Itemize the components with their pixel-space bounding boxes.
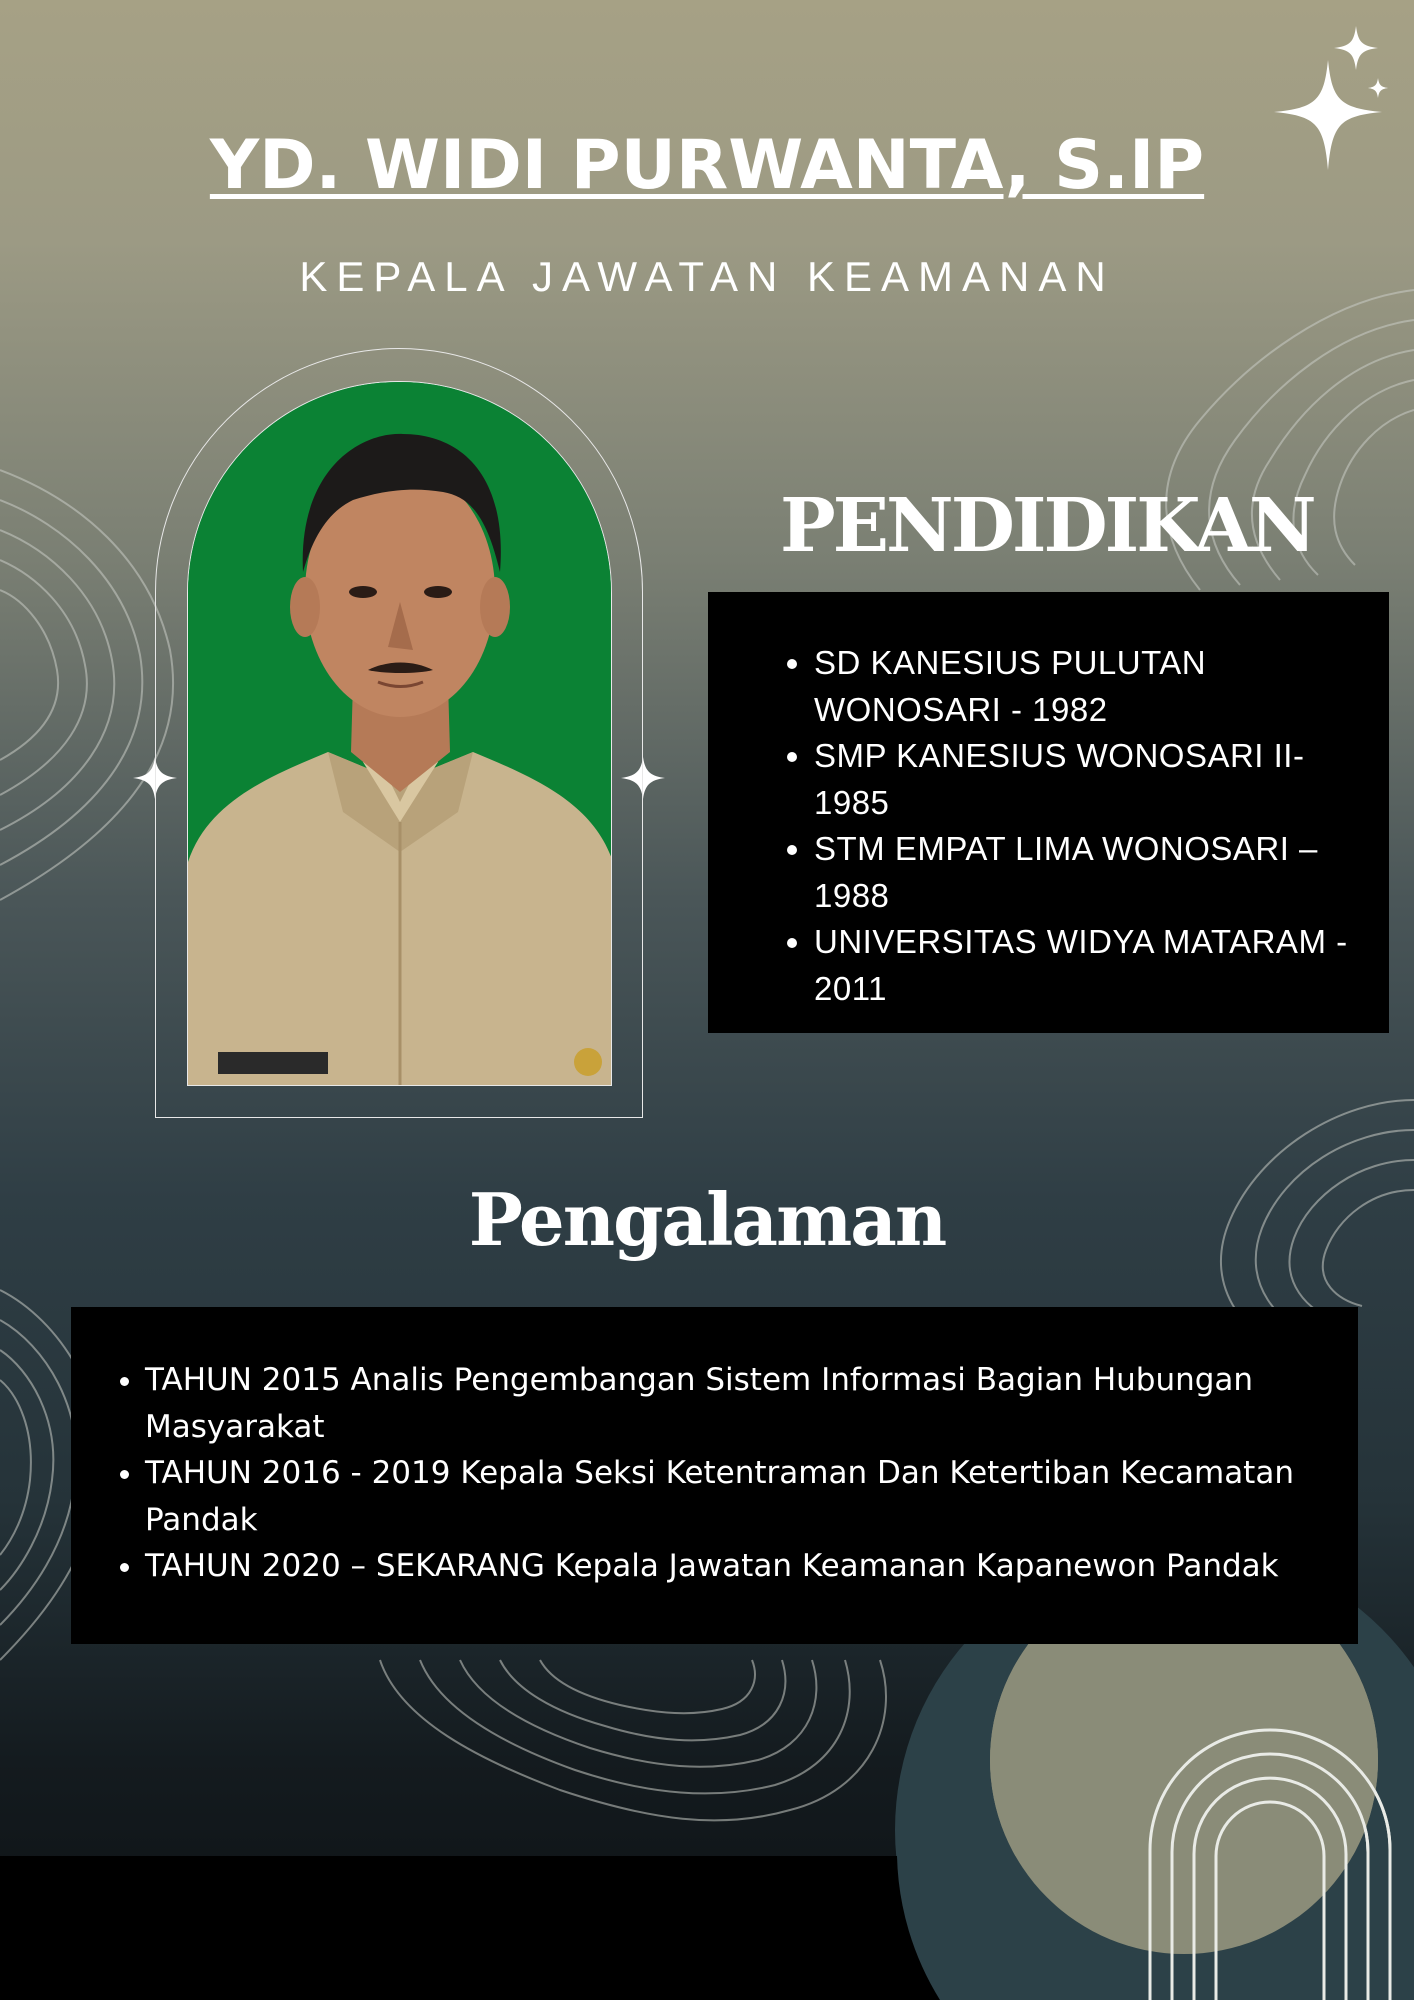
- experience-heading: Pengalaman: [468, 1177, 946, 1262]
- experience-item: • TAHUN 2015 Analis Pengembangan Sistem Informasi Bagian Hubungan Masyarakat: [145, 1357, 1338, 1450]
- portrait-icon: [188, 382, 612, 1086]
- experience-item: • TAHUN 2016 - 2019 Kepala Seksi Ketentraman Dan Ketertiban Kecamatan Pandak: [145, 1450, 1338, 1543]
- education-item: • SMP KANESIUS WONOSARI II-1985: [814, 733, 1359, 826]
- experience-list: [101, 1357, 1338, 1590]
- portrait-photo: [187, 381, 612, 1086]
- person-name: YD. WIDI PURWANTA, S.IP: [209, 126, 1205, 205]
- education-item: • STM EMPAT LIMA WONOSARI – 1988: [814, 826, 1359, 919]
- job-title: KEPALA JAWATAN KEAMANAN: [299, 253, 1115, 300]
- education-box: [708, 592, 1389, 1033]
- education-item: • SD KANESIUS PULUTAN WONOSARI - 1982: [814, 640, 1359, 733]
- experience-item: • TAHUN 2020 – SEKARANG Kepala Jawatan Keamanan Kapanewon Pandak: [145, 1543, 1338, 1590]
- education-item: • UNIVERSITAS WIDYA MATARAM - 2011: [814, 919, 1359, 1012]
- education-heading: PENDIDIKAN: [780, 483, 1314, 569]
- experience-box: [71, 1307, 1358, 1644]
- education-list: [758, 640, 1359, 1012]
